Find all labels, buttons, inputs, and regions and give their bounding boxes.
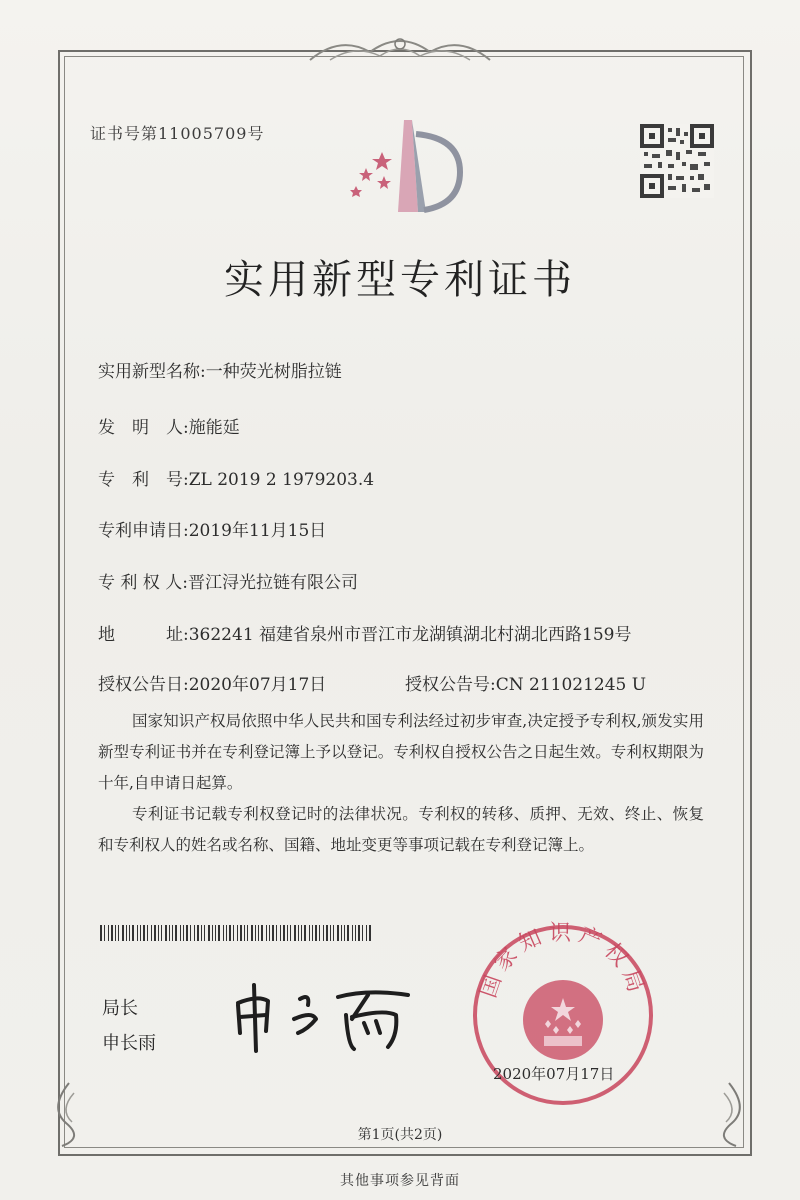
utility-model-name-value: 一种荧光树脂拉链 [205,362,342,382]
application-date-value: 2019年11月15日 [188,521,327,541]
footer-note: 其他事项参见背面 [340,1173,460,1189]
utility-model-name-row [98,357,342,382]
grant-announcement-date-row [98,670,326,695]
certificate-number: 证书号第11005709号 [90,124,265,143]
director-name: 申长雨 [102,1033,156,1054]
grant-announcement-number-value: CN 211021245 U [495,675,647,695]
patentee-label: 专 利 权 人: [98,573,188,593]
qr-code-icon [640,124,714,198]
seal-date: 2020年07月17日 [493,1065,615,1083]
patentee-value: 晋江浔光拉链有限公司 [187,573,358,593]
cnipa-logo-icon [342,112,472,222]
address-value: 362241 福建省泉州市晋江市龙湖镇湖北村湖北西路159号 [188,625,632,645]
grant-announcement-number-row [405,670,646,695]
top-ornament [300,30,500,70]
certificate-title: 实用新型专利证书 [224,257,576,303]
page-indicator: 第1页(共2页) [357,1127,443,1143]
grant-announcement-date-value: 2020年07月17日 [188,675,327,695]
inventor-label: 发 明 人: [98,418,189,438]
director-title: 局长 [102,998,138,1019]
director-signature [228,975,418,1055]
patent-number-label: 专 利 号: [98,470,189,490]
seal-text: 国家知识产权局 [476,921,650,1002]
grant-announcement-number-label: 授权公告号: [405,675,496,695]
inventor-value: 施能延 [188,418,240,438]
patent-number-row [98,465,374,490]
grant-announcement-date-label: 授权公告日: [98,675,189,695]
address-label: 地 址: [98,625,189,645]
application-date-label: 专利申请日: [98,521,189,541]
body-paragraph-1: 国家知识产权局依照中华人民共和国专利法经过初步审查,决定授予专利权,颁发实用新型专利证书并在专利登记簿上予以登记。专利权自授权公告之日起生效。专利权期限为十年,自申请日起算。 [98,712,704,792]
inventor-row [98,413,240,438]
application-date-row [98,516,326,541]
barcode-icon [100,925,372,941]
utility-model-name-label: 实用新型名称: [98,362,206,382]
body-paragraph-2: 专利证书记载专利权登记时的法律状况。专利权的转移、质押、无效、终止、恢复和专利权人的姓名或名称、国籍、地址变更等事项记载在专利登记簿上。 [98,805,704,854]
patentee-row [98,568,358,593]
patent-number-value: ZL 2019 2 1979203.4 [188,470,375,490]
address-row [98,620,631,645]
